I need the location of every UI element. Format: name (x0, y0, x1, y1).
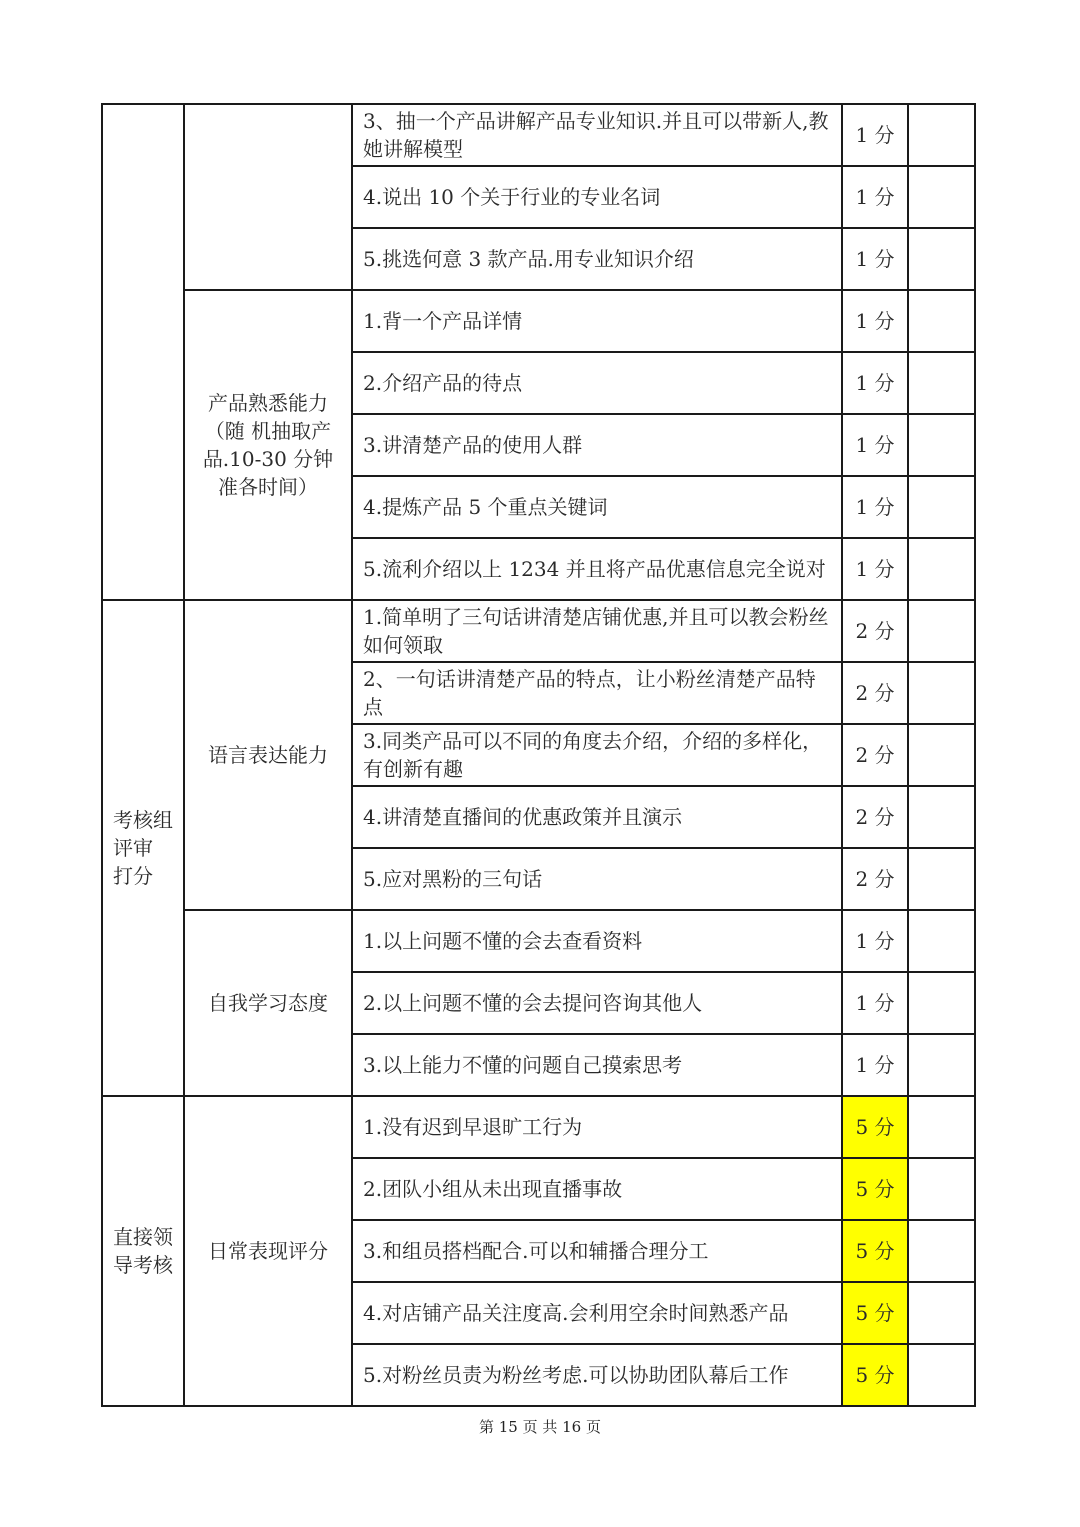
criterion-cell: 3.讲清楚产品的使用人群 (352, 414, 842, 476)
score-cell: 1 分 (842, 166, 908, 228)
criterion-cell: 4.讲清楚直播间的优惠政策并且演示 (352, 786, 842, 848)
mark-cell[interactable] (908, 476, 975, 538)
ability-cell: 自我学习态度 (184, 910, 352, 1096)
mark-cell[interactable] (908, 290, 975, 352)
mark-cell[interactable] (908, 1158, 975, 1220)
mark-cell[interactable] (908, 662, 975, 724)
evaluation-table (101, 103, 976, 1407)
mark-cell[interactable] (908, 352, 975, 414)
page-footer (0, 1416, 1080, 1437)
score-cell: 1 分 (842, 972, 908, 1034)
mark-cell[interactable] (908, 228, 975, 290)
mark-cell[interactable] (908, 1282, 975, 1344)
criterion-cell: 3.和组员搭档配合.可以和辅播合理分工 (352, 1220, 842, 1282)
group-cell: 直接领导考核 (102, 1096, 184, 1406)
score-cell: 2 分 (842, 848, 908, 910)
mark-cell[interactable] (908, 600, 975, 662)
score-cell: 1 分 (842, 104, 908, 166)
criterion-cell: 1.简单明了三句话讲清楚店铺优惠,并且可以教会粉丝如何领取 (352, 600, 842, 662)
mark-cell[interactable] (908, 724, 975, 786)
criterion-cell: 5.对粉丝员责为粉丝考虑.可以协助团队幕后工作 (352, 1344, 842, 1406)
score-cell: 1 分 (842, 1034, 908, 1096)
ability-cell (184, 104, 352, 290)
group-cell: 考核组评审 打分 (102, 600, 184, 1096)
score-cell: 1 分 (842, 414, 908, 476)
group-cell (102, 104, 184, 600)
score-cell: 5 分 (842, 1282, 908, 1344)
criterion-cell: 5.流利介绍以上 1234 并且将产品优惠信息完全说对 (352, 538, 842, 600)
score-cell: 5 分 (842, 1220, 908, 1282)
criterion-cell: 5.挑选何意 3 款产品.用专业知识介绍 (352, 228, 842, 290)
ability-cell: 语言表达能力 (184, 600, 352, 910)
mark-cell[interactable] (908, 1220, 975, 1282)
mark-cell[interactable] (908, 786, 975, 848)
criterion-cell: 4.说出 10 个关于行业的专业名词 (352, 166, 842, 228)
mark-cell[interactable] (908, 1096, 975, 1158)
table-row (102, 600, 975, 662)
table-row (102, 290, 975, 352)
score-cell: 1 分 (842, 538, 908, 600)
criterion-cell: 3、抽一个产品讲解产品专业知识.并且可以带新人,教她讲解模型 (352, 104, 842, 166)
table-row (102, 1096, 975, 1158)
score-cell: 2 分 (842, 724, 908, 786)
score-cell: 5 分 (842, 1344, 908, 1406)
score-cell: 5 分 (842, 1096, 908, 1158)
score-cell: 2 分 (842, 600, 908, 662)
criterion-cell: 4.提炼产品 5 个重点关键词 (352, 476, 842, 538)
criterion-cell: 2.团队小组从未出现直播事故 (352, 1158, 842, 1220)
criterion-cell: 3.同类产品可以不同的角度去介绍，介绍的多样化，有创新有趣 (352, 724, 842, 786)
mark-cell[interactable] (908, 1344, 975, 1406)
criterion-cell: 2、一句话讲清楚产品的特点，让小粉丝清楚产品特点 (352, 662, 842, 724)
score-cell: 1 分 (842, 910, 908, 972)
score-cell: 2 分 (842, 662, 908, 724)
mark-cell[interactable] (908, 848, 975, 910)
mark-cell[interactable] (908, 538, 975, 600)
score-cell: 2 分 (842, 786, 908, 848)
criterion-cell: 2.以上问题不懂的会去提问咨询其他人 (352, 972, 842, 1034)
criterion-cell: 2.介绍产品的待点 (352, 352, 842, 414)
criterion-cell: 1.以上问题不懂的会去查看资料 (352, 910, 842, 972)
score-cell: 1 分 (842, 228, 908, 290)
page-number: 第 15 页 共 16 页 (478, 1418, 601, 1436)
ability-cell: 产品熟悉能力（随 机抽取产品.10-30 分钟准各时间） (184, 290, 352, 600)
table-row (102, 104, 975, 166)
criterion-cell: 4.对店铺产品关注度高.会利用空余时间熟悉产品 (352, 1282, 842, 1344)
mark-cell[interactable] (908, 910, 975, 972)
score-cell: 1 分 (842, 290, 908, 352)
table-body (102, 104, 975, 1406)
table-row (102, 910, 975, 972)
mark-cell[interactable] (908, 104, 975, 166)
criterion-cell: 1.没有迟到早退旷工行为 (352, 1096, 842, 1158)
criterion-cell: 3.以上能力不懂的问题自己摸索思考 (352, 1034, 842, 1096)
criterion-cell: 5.应对黑粉的三句话 (352, 848, 842, 910)
score-cell: 5 分 (842, 1158, 908, 1220)
score-cell: 1 分 (842, 352, 908, 414)
mark-cell[interactable] (908, 414, 975, 476)
mark-cell[interactable] (908, 972, 975, 1034)
mark-cell[interactable] (908, 1034, 975, 1096)
mark-cell[interactable] (908, 166, 975, 228)
ability-cell: 日常表现评分 (184, 1096, 352, 1406)
score-cell: 1 分 (842, 476, 908, 538)
criterion-cell: 1.背一个产品详情 (352, 290, 842, 352)
